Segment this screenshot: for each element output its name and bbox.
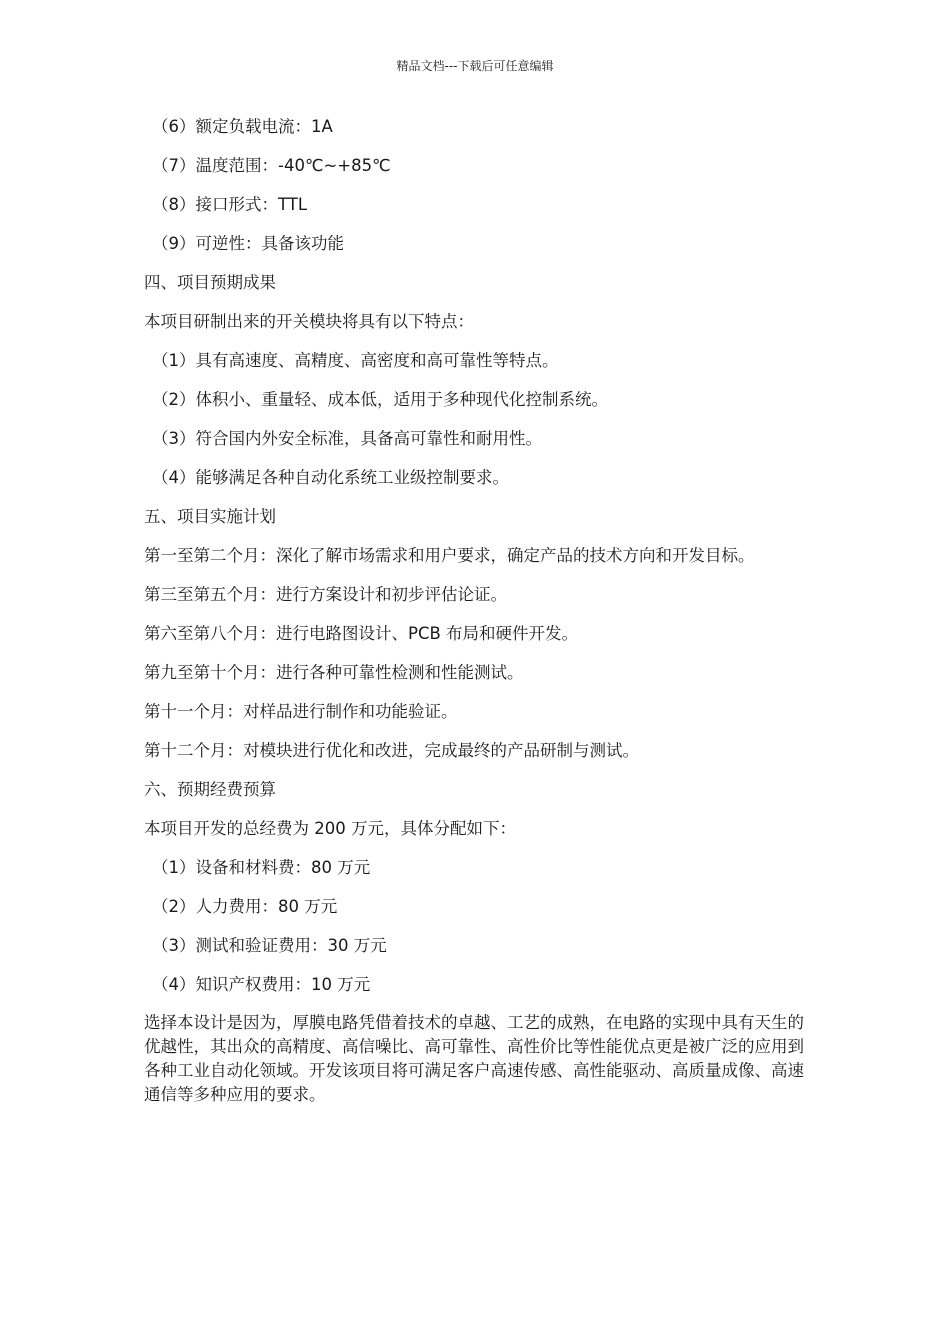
page-header: 精品文档---下载后可任意编辑 xyxy=(396,59,554,73)
section-heading-expected-results: 四、项目预期成果 xyxy=(144,273,276,292)
plan-item: 第九至第十个月：进行各种可靠性检测和性能测试。 xyxy=(144,663,524,682)
spec-item: （9）可逆性：具备该功能 xyxy=(152,234,344,253)
budget-item: （3）测试和验证费用：30 万元 xyxy=(152,936,387,955)
feature-item: （2）体积小、重量轻、成本低，适用于多种现代化控制系统。 xyxy=(152,390,608,409)
section-heading-implementation-plan: 五、项目实施计划 xyxy=(144,507,276,526)
document-body xyxy=(144,114,814,1107)
feature-item: （1）具有高速度、高精度、高密度和高可靠性等特点。 xyxy=(152,351,559,370)
budget-intro: 本项目开发的总经费为 200 万元，具体分配如下： xyxy=(144,819,516,838)
budget-item: （4）知识产权费用：10 万元 xyxy=(152,975,371,994)
plan-item: 第十一个月：对样品进行制作和功能验证。 xyxy=(144,702,458,721)
feature-item: （3）符合国内外安全标准，具备高可靠性和耐用性。 xyxy=(152,429,542,448)
plan-item: 第六至第八个月：进行电路图设计、PCB 布局和硬件开发。 xyxy=(144,624,579,643)
section-heading-budget: 六、预期经费预算 xyxy=(144,780,276,799)
closing-paragraph: 选择本设计是因为，厚膜电路凭借着技术的卓越、工艺的成熟，在电路的实现中具有天生的优越性，其出众的高精度、高信噪比、高可靠性、高性价比等性能优点更是被广泛的应用到各种工业自动化领域。开发该项目将可满足客户高速传感、高性能驱动、高质量成像、高速通信等多种应用的要求。 xyxy=(144,1013,804,1104)
budget-item: （1）设备和材料费：80 万元 xyxy=(152,858,371,877)
plan-item: 第三至第五个月：进行方案设计和初步评估论证。 xyxy=(144,585,507,604)
feature-item: （4）能够满足各种自动化系统工业级控制要求。 xyxy=(152,468,509,487)
plan-item: 第十二个月：对模块进行优化和改进，完成最终的产品研制与测试。 xyxy=(144,741,639,760)
spec-item: （6）额定负载电流：1A xyxy=(152,117,333,136)
spec-item: （7）温度范围：-40℃~+85℃ xyxy=(152,156,391,175)
intro-line: 本项目研制出来的开关模块将具有以下特点： xyxy=(144,312,474,331)
budget-item: （2）人力费用：80 万元 xyxy=(152,897,338,916)
plan-item: 第一至第二个月：深化了解市场需求和用户要求，确定产品的技术方向和开发目标。 xyxy=(144,546,755,565)
spec-item: （8）接口形式：TTL xyxy=(152,195,308,214)
